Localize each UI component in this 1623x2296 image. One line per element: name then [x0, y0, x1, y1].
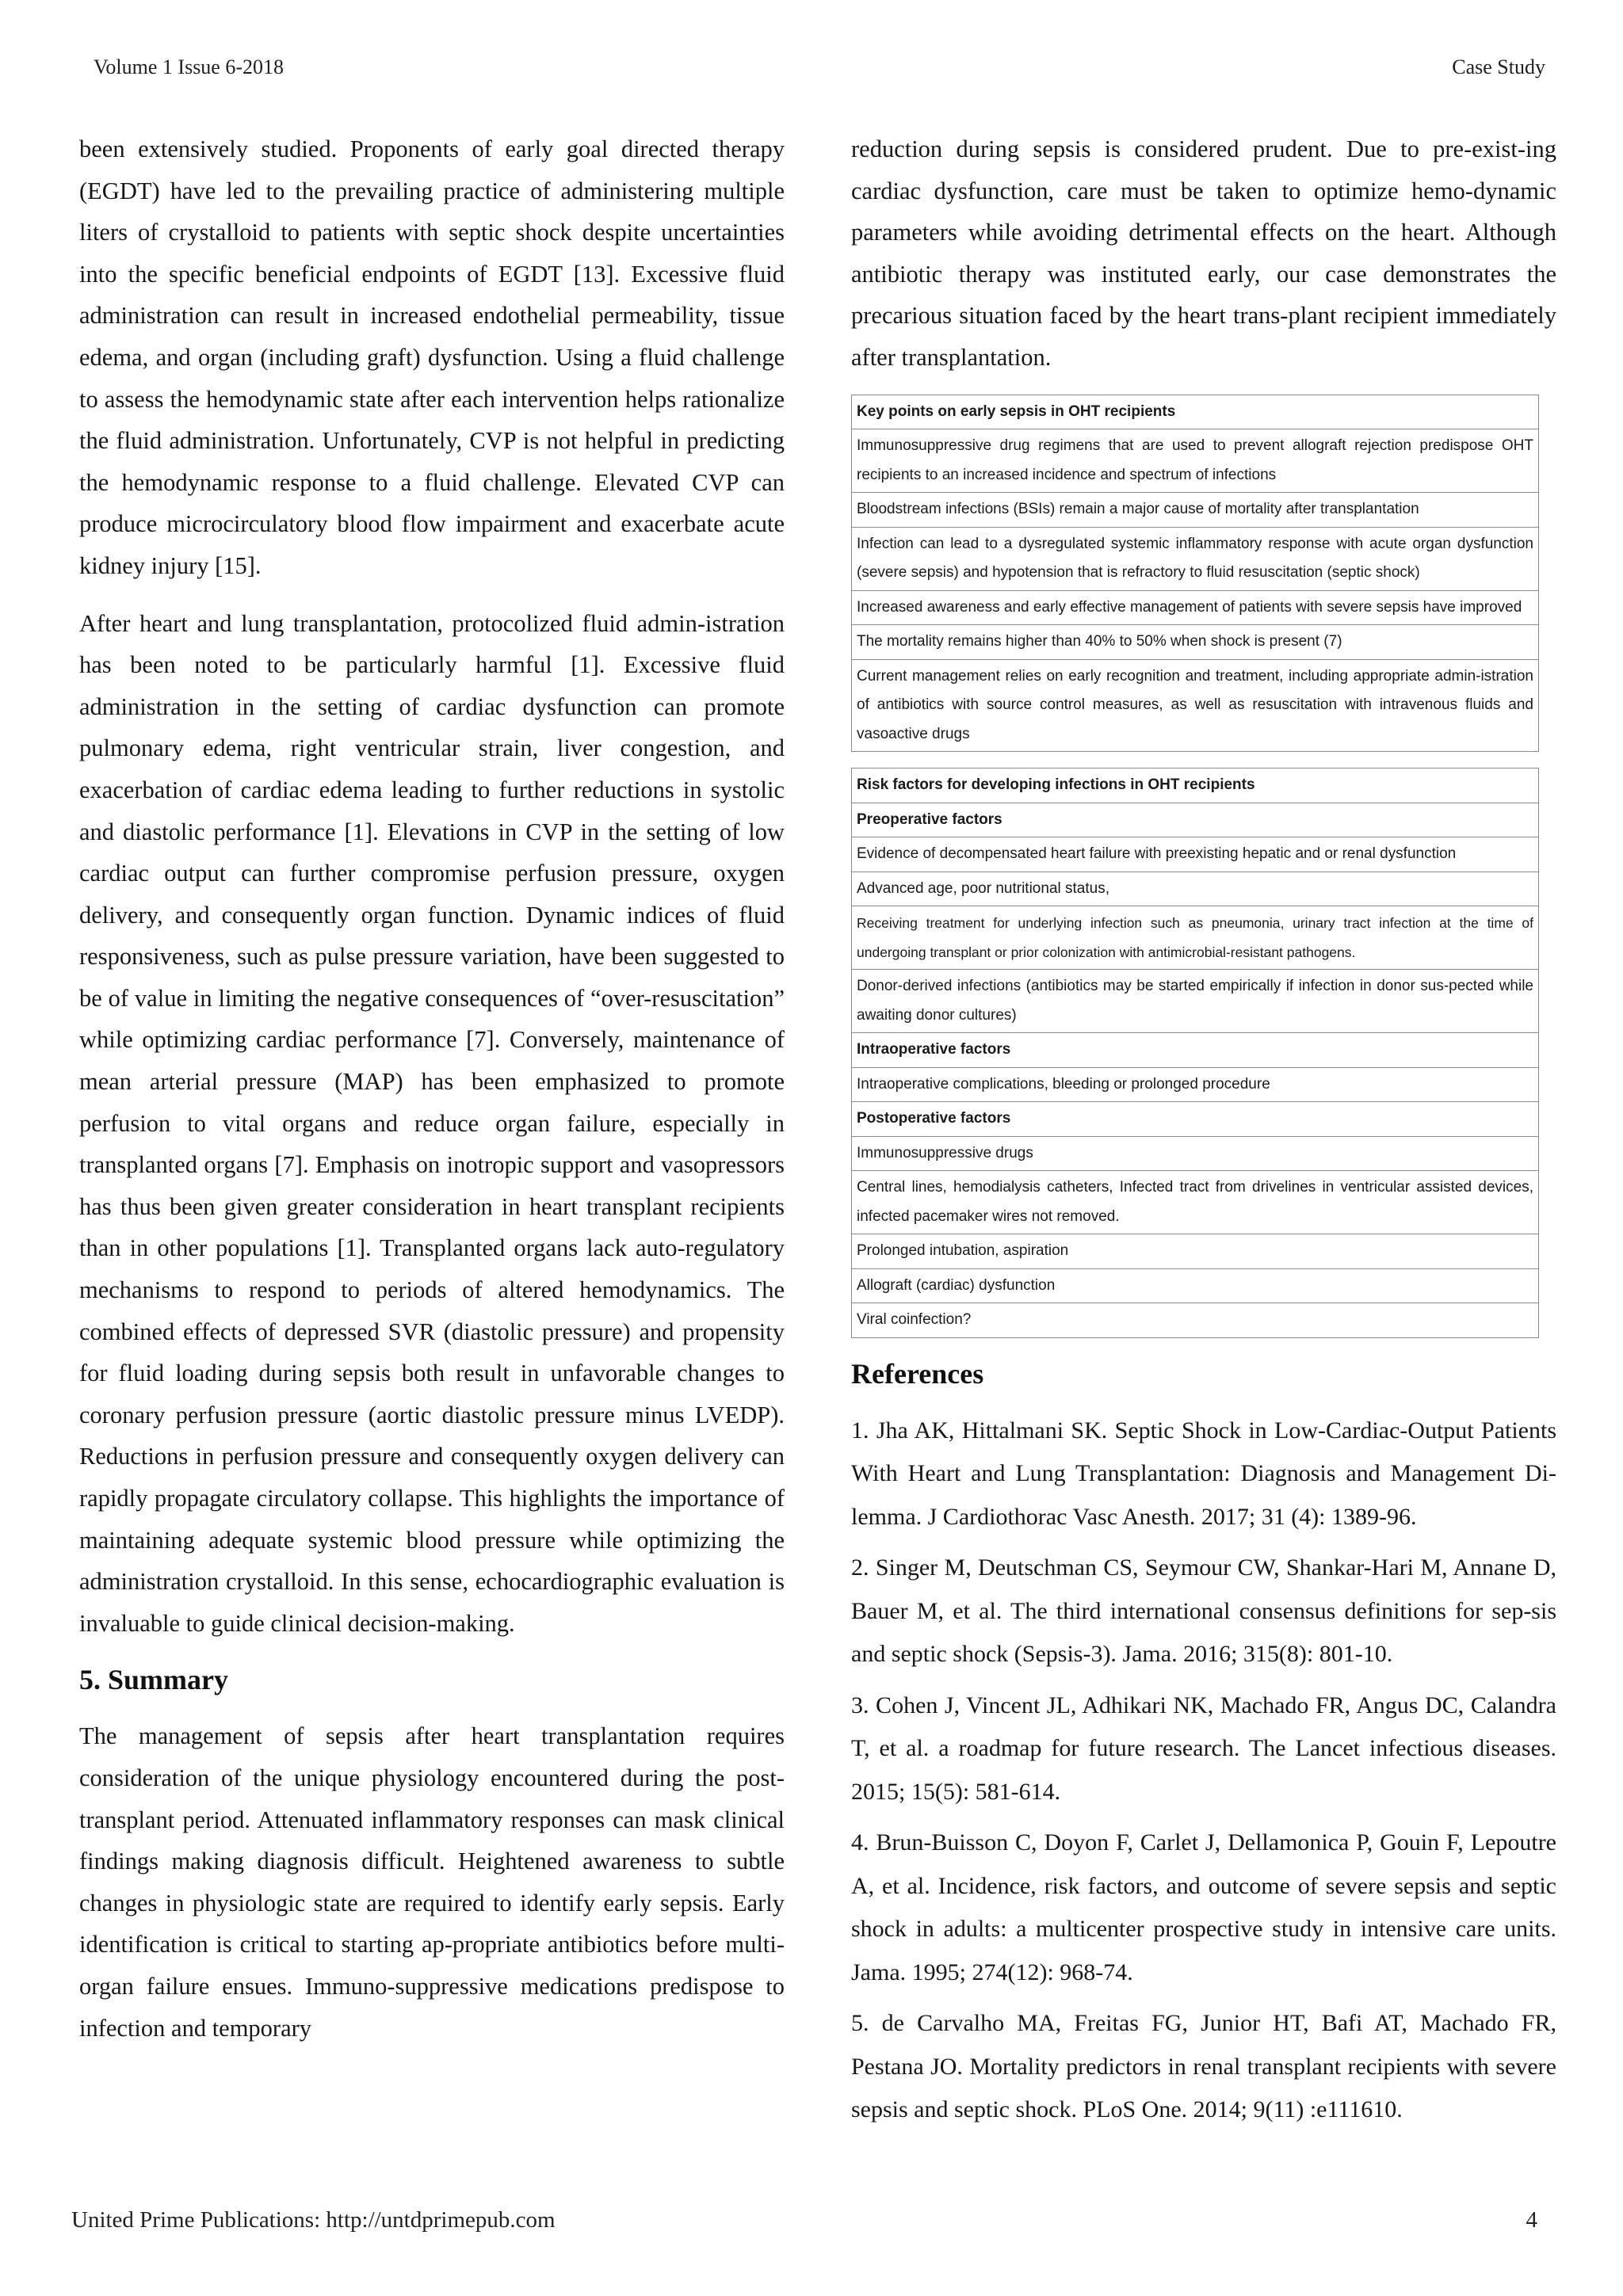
- reference-item: 3. Cohen J, Vincent JL, Adhikari NK, Machado FR, Angus DC, Calandra T, et al. a roadmap for future research. The Lancet infectious diseases. 2015; 15(5): 581-614.: [851, 1691, 1556, 1805]
- table-row: Prolonged intubation, aspiration: [852, 1234, 1539, 1269]
- key-points-table: [851, 395, 1539, 753]
- body-paragraph: been extensively studied. Proponents of early goal directed therapy (EGDT) have led to the prevailing practice of administering multiple liters of crystalloid to patients with septic shock despite uncertainties into the specific beneficial endpoints of EGDT [13]. Excessive fluid administration can result in increased endothelial permeability, tissue edema, and organ (including graft) dysfunction. Using a fluid challenge to assess the hemodynamic state after each intervention helps rationalize the fluid administration. Unfortunately, CVP is not helpful in predicting the hemodynamic response to a fluid challenge. Elevated CVP can produce microcirculatory blood flow impairment and exacerbate acute kidney injury [15].: [79, 135, 785, 579]
- table-row: Bloodstream infections (BSIs) remain a major cause of mortality after transplantation: [852, 493, 1539, 528]
- reference-item: 2. Singer M, Deutschman CS, Seymour CW, Shankar-Hari M, Annane D, Bauer M, et al. The third international consensus definitions for sep-sis and septic shock (Sepsis-3). Jama. 2016; 315(8): 801-10.: [851, 1554, 1556, 1668]
- body-paragraph: reduction during sepsis is considered prudent. Due to pre-exist-ing cardiac dysfunction, care must be taken to optimize hemo-dynamic parameters while avoiding detrimental effects on the heart. Although antibiotic therapy was instituted early, our case demonstrates the precarious situation faced by the heart trans-plant recipient immediately after transplantation.: [851, 135, 1556, 371]
- table-subheader-intraoperative: Intraoperative factors: [852, 1033, 1539, 1068]
- body-paragraph: After heart and lung transplantation, protocolized fluid admin-istration has been noted to be particularly harmful [1]. Excessive fluid administration in the setting of cardiac dysfunction can promote pulmonary edema, right ventricular strain, liver congestion, and exacerbation of cardiac edema leading to further reductions in systolic and diastolic performance [1]. Elevations in CVP in the setting of low cardiac output can further compromise perfusion pressure, oxygen delivery, and consequently organ function. Dynamic indices of fluid responsiveness, such as pulse pressure variation, have been suggested to be of value in limiting the negative consequences of “over-resuscitation” while optimizing cardiac performance [7]. Conversely, maintenance of mean arterial pressure (MAP) has been emphasized to promote perfusion to vital organs and reduce organ failure, especially in transplanted organs [7]. Emphasis on inotropic support and vasopressors has thus been given greater consideration in heart transplant recipients than in other populations [1]. Transplanted organs lack auto-regulatory mechanisms to respond to periods of altered hemodynamics. The combined effects of depressed SVR (diastolic pressure) and propensity for fluid loading during sepsis both result in unfavorable changes to coronary perfusion pressure (aortic diastolic pressure minus LVEDP). Reductions in perfusion pressure and consequently oxygen delivery can rapidly propagate circulatory collapse. This highlights the importance of maintaining adequate systemic blood pressure while optimizing the administration crystalloid. In this sense, echocardiographic evaluation is invaluable to guide clinical decision-making.: [79, 609, 785, 1637]
- running-header-volume: Volume 1 Issue 6-2018: [94, 55, 285, 78]
- summary-paragraph: The management of sepsis after heart transplantation requires consideration of the unique physiology encountered during the post-transplant period. Attenuated inflammatory responses can mask clinical findings making diagnosis difficult. Heightened awareness to subtle changes in physiologic state are required to identify early sepsis. Early identification is critical to starting ap-propriate antibiotics before multi-organ failure ensues. Immuno-suppressive medications predispose to infection and temporary: [79, 1722, 785, 2042]
- table-row: Viral coinfection?: [852, 1303, 1539, 1338]
- table-row: Infection can lead to a dysregulated systemic inflammatory response with acute organ dysfunction (severe sepsis) and hypotension that is refractory to fluid resuscitation (septic shock): [852, 527, 1539, 590]
- table-row: Intraoperative complications, bleeding or prolonged procedure: [852, 1067, 1539, 1102]
- reference-item: 4. Brun-Buisson C, Doyon F, Carlet J, Dellamonica P, Gouin F, Lepoutre A, et al. Incidence, risk factors, and outcome of severe sepsis and septic shock in adults: a multicenter prospective study in intensive care units. Jama. 1995; 274(12): 968-74.: [851, 1829, 1556, 1985]
- risk-factors-table: [851, 768, 1539, 1338]
- table-row: Receiving treatment for underlying infection such as pneumonia, urinary tract infection at the time of undergoing transplant or prior colonization with antimicrobial-resistant pathogens.: [852, 906, 1539, 970]
- left-column: [79, 128, 785, 2065]
- table-row: Immunosuppressive drug regimens that are used to prevent allograft rejection predispose OHT recipients to an increased incidence and spectrum of infections: [852, 429, 1539, 493]
- table-row: Immunosuppressive drugs: [852, 1136, 1539, 1171]
- references-heading: References: [851, 1357, 984, 1390]
- table-row: Evidence of decompensated heart failure with preexisting hepatic and or renal dysfunction: [852, 837, 1539, 872]
- table-row: Current management relies on early recognition and treatment, including appropriate admin-istration of antibiotics with source control measures, as well as resuscitation with intravenous fluids and vasoactive drugs: [852, 659, 1539, 752]
- reference-list: [851, 1409, 1556, 2132]
- table-subheader-preoperative: Preoperative factors: [852, 803, 1539, 837]
- page-number: 4: [1526, 2207, 1537, 2233]
- right-column: [851, 128, 1556, 2140]
- table-header: Risk factors for developing infections in OHT recipients: [852, 769, 1539, 803]
- table-header: Key points on early sepsis in OHT recipients: [852, 395, 1539, 429]
- table-row: Donor-derived infections (antibiotics may be started empirically if infection in donor sus-pected while awaiting donor cultures): [852, 970, 1539, 1033]
- reference-item: 1. Jha AK, Hittalmani SK. Septic Shock in Low-Cardiac-Output Patients With Heart and Lung Transplantation: Diagnosis and Management Di-lemma. J Cardiothorac Vasc Anesth. 2017; 31 (4): 1389-96.: [851, 1417, 1556, 1530]
- table-row: Increased awareness and early effective management of patients with severe sepsis have improved: [852, 590, 1539, 625]
- reference-item: 5. de Carvalho MA, Freitas FG, Junior HT, Bafi AT, Machado FR, Pestana JO. Mortality predictors in renal transplant recipients with severe sepsis and septic shock. PLoS One. 2014; 9(11) :e111610.: [851, 2010, 1556, 2123]
- table-row: Central lines, hemodialysis catheters, Infected tract from drivelines in ventricular assisted devices, infected pacemaker wires not removed.: [852, 1171, 1539, 1234]
- table-row: The mortality remains higher than 40% to 50% when shock is present (7): [852, 625, 1539, 660]
- table-subheader-postoperative: Postoperative factors: [852, 1102, 1539, 1137]
- table-row: Advanced age, poor nutritional status,: [852, 871, 1539, 906]
- summary-heading: 5. Summary: [79, 1664, 228, 1696]
- running-header-article-type: Case Study: [1452, 55, 1545, 78]
- footer-publisher: United Prime Publications: http://untdprimepub.com: [71, 2207, 556, 2233]
- table-row: Allograft (cardiac) dysfunction: [852, 1268, 1539, 1303]
